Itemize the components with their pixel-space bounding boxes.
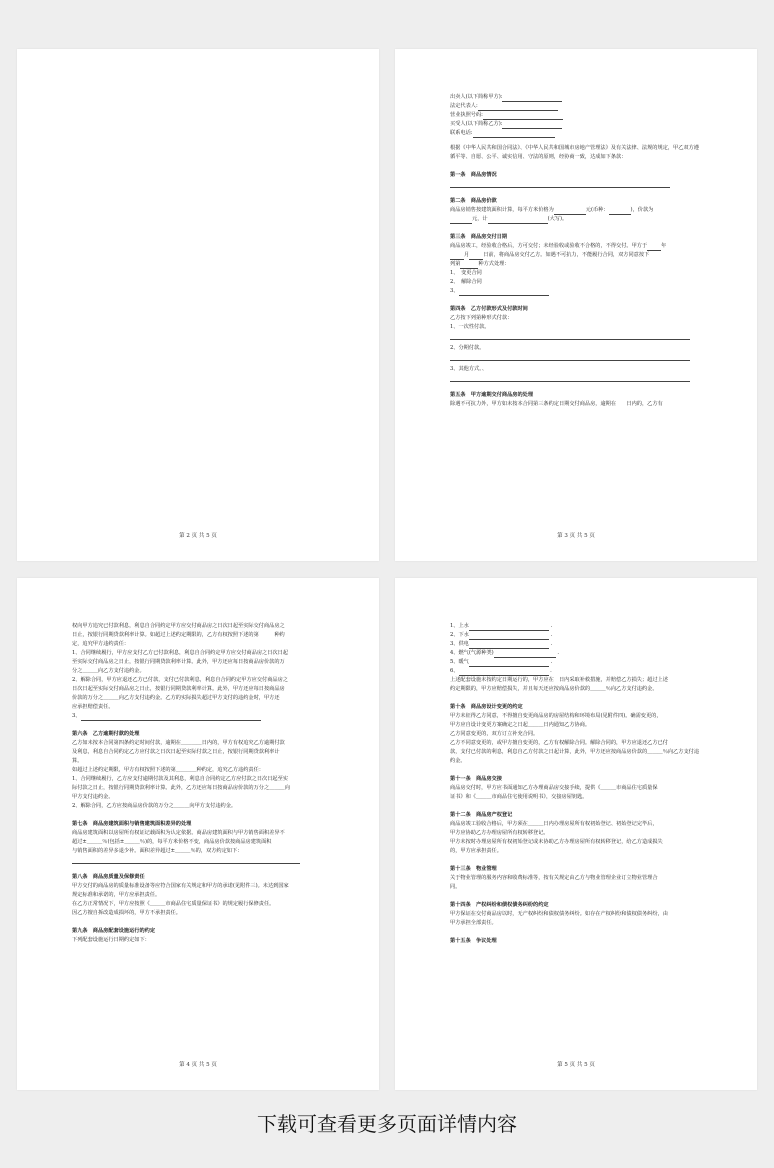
text-line: 在乙方正常情况下，甲方应按照《＿＿＿市商品住宅质量保证书》的规定履行保修责任。 — [72, 901, 275, 907]
text-line: 甲方未按时办理房屋所有权初始登记或未协助乙方办理房屋所有权转移登记，给乙方造成损失 — [450, 839, 663, 845]
utility-item: 5、暖气 . — [450, 659, 553, 665]
text-line: 分之＿＿＿向乙方支付违约金。 — [72, 668, 145, 674]
party-line: 营业执照号码: — [450, 111, 702, 120]
article-7-title: 第七条 商品房建筑面积与销售建筑面积差异的处理 — [72, 821, 192, 827]
text-line: 甲方支付违约金。 — [72, 794, 114, 800]
utility-item: 3、供电 . — [450, 641, 553, 647]
option-item: 3、 — [450, 287, 702, 296]
article-3-title: 第三条 商品房交付日期 — [450, 234, 508, 240]
text-line: 甲方交付的商品房的质量标准设备等应符合国家有关规定和甲方的承诺(见附件三)。未达到国家 — [72, 883, 289, 889]
text-line: 3、 — [72, 712, 324, 721]
text-line: 乙方如未按本合同第四条约定时间付款，逾期在＿＿＿＿日内的，甲方有权追究乙方逾期付款 — [72, 740, 285, 746]
article-2-text: 元，计 (大写)。 — [450, 215, 702, 224]
text-line: 商品房建筑面积以房屋所有权证记载面积为认定依据。商品房建筑面积与甲方销售面积差异不 — [72, 830, 285, 836]
text-line: 至实际交付商品房之日止，按银行同期贷款利率计算。此外，甲方还应每日按商品房价款的万 — [72, 659, 285, 665]
page-content — [72, 622, 324, 945]
text-line: 商品房竣工验收合格后，甲方须在＿＿＿日内办理房屋所有权初始登记、初始登记完毕后， — [450, 821, 658, 827]
text-line: 规定标准和承诺的，甲方应承担责任。 — [72, 892, 161, 898]
article-5-text: 除遇不可抗力外，甲方如未按本合同第三条约定日期交付商品房，逾期在 日内的，乙方有 — [450, 401, 663, 407]
download-caption: 下载可查看更多页面详情内容 — [257, 1112, 517, 1136]
party-line: 买受人(以下简称乙方): — [450, 120, 702, 129]
page-content — [450, 622, 702, 946]
text-line: 定，追究甲方违约责任： — [72, 641, 130, 647]
text-line: 价款的万分之＿＿＿向乙方支付违约金。乙方的实际损失超过甲方支付的违约金时，甲方还 — [72, 695, 280, 701]
option-item: 1、 变更合同 — [450, 270, 482, 276]
utility-item: 6、 . — [450, 668, 552, 674]
text-line: 日止，按银行同期贷款利率计算。如超过上述约定期限的，乙方有权按照下述的第 种约 — [72, 632, 285, 638]
utility-item: 4、燃气(气源种类) . — [450, 650, 559, 656]
option-item: 2、 解除合同 — [450, 279, 482, 285]
article-3-text: 列第 种方式处理： — [450, 261, 510, 267]
article-5-title: 第五条 甲方逾期交付商品房的处理 — [450, 392, 534, 398]
text-line: 算。 — [72, 758, 83, 764]
article-6-title: 第六条 乙方逾期付款的处理 — [72, 731, 140, 737]
text-line: 关于物业管理的服务内容和收费标准等，按有关规定由乙方与物业管理企业订立物业管理合 — [450, 875, 658, 881]
party-line: 联系电话: — [450, 129, 702, 138]
text-line: 如超过上述约定期限，甲方有权按照下述的第＿＿＿＿种约定，追究乙方违约责任： — [72, 767, 264, 773]
text-line: 及利息，利息自合同约定乙方应付款之日次日起至实际付款之日止，按银行同期贷款利率计 — [72, 749, 280, 755]
text-line: 的，甲方应承担责任。 — [450, 848, 502, 854]
article-9-title: 第九条 商品房配套设施运行的约定 — [72, 928, 156, 934]
blank-line — [450, 376, 690, 382]
article-2-text: 商品房销售按建筑面积计算，每平方米价格为 元(币种： )，价款为 — [450, 207, 654, 213]
option-item: 2、分期付款。 — [450, 345, 485, 351]
text-line: 甲方保证在交付商品房以时，无产权纠纷和债权债务纠纷。如存在产权纠纷和债权债务纠纷，由 — [450, 911, 668, 917]
text-line: 超过±＿＿＿％(包括±＿＿＿％)的，每平方米价格不变，商品房价款按商品房建筑面积 — [72, 839, 272, 845]
article-11-title: 第十一条 商品房交接 — [450, 776, 502, 782]
text-line: 款，支付已付款的利息，利息自乙方付款之日起计算，此外，甲方还应按商品房价款的＿＿＿％向乙方支付违 — [450, 749, 700, 755]
utility-item: 2、下水 . — [450, 632, 553, 638]
page-footer: 第 2 页 共 5 页 — [179, 533, 217, 539]
intro-paragraph: 根据《中华人民共和国合同法》、《中华人民共和国城市房地产管理法》及有关法律、法规的规定，甲乙双方遵循平等、自愿、公平、诚实信用、守法的原则，经协商一致，达成如下条款： — [450, 145, 699, 160]
article-2-title: 第二条 商品房价款 — [450, 198, 497, 204]
text-line: 证书》和《＿＿＿市商品住宅使用说明书》，交接房屋钥匙。 — [450, 794, 588, 800]
page-content — [450, 93, 702, 409]
text-line: 1、合同继续履行，乙方应支付逾期付款及其利息，利息自合同约定乙方应付款之日次日起至实 — [72, 776, 288, 782]
article-4-text: 乙方按下列第种形式付款： — [450, 315, 513, 321]
text-line: 应承担赔偿责任。 — [72, 704, 114, 710]
article-12-title: 第十二条 商品房产权登记 — [450, 812, 513, 818]
article-8-title: 第八条 商品房质量及保修责任 — [72, 874, 145, 880]
article-14-title: 第十四条 产权纠纷和债权债务纠纷的约定 — [450, 902, 549, 908]
article-15-title: 第十五条 争议处理 — [450, 938, 497, 944]
text-line: 甲方承担全部责任。 — [450, 920, 497, 926]
article-3-text: 商品房竣工，经验收合格后，方可交付；未经验收或验收不合格的，不得交付。甲方于 年 — [450, 243, 667, 249]
party-line: 法定代表人: — [450, 102, 702, 111]
text-line: 与销售面积的差异多退少补。面积差异超过±＿＿＿％的，双方约定如下： — [72, 848, 243, 854]
blank-line — [72, 858, 300, 864]
text-line: 因乙方擅自拆改造成损坏的，甲方不承担责任。 — [72, 910, 181, 916]
article-4-title: 第四条 乙方付款形式及付款时间 — [450, 306, 528, 312]
text-line: 权向甲方追究已付款利息，利息自合同约定甲方应交付商品房之日次日起至实际交付商品房之 — [72, 623, 285, 629]
text-line: 商品房交付时，甲方应书面通知乙方办理商品房交接手续，提供《＿＿＿市商品住宅质量保 — [450, 785, 658, 791]
text-line: 下列配套设施运行日期约定如下： — [72, 937, 150, 943]
party-line: 出卖人(以下简称甲方): — [450, 93, 702, 102]
text-line: 约定期限的，甲方应赔偿损失，并且每天还应按商品房价款的＿＿＿％向乙方支付违约金。 — [450, 686, 658, 692]
document-page-5 — [395, 578, 757, 1090]
article-10-title: 第十条 商品房设计变更的约定 — [450, 704, 523, 710]
document-page-2 — [17, 49, 379, 561]
text-line: 甲方应协助乙方办理房屋所有权转移登记。 — [450, 830, 549, 836]
text-line: 上述配套设施未按约定日期运行的，甲方应在 日内采取补救措施，并赔偿乙方损失；超过上述 — [450, 677, 668, 683]
blank-line — [450, 334, 690, 340]
document-page-3 — [395, 49, 757, 561]
article-13-title: 第十三条 物业管理 — [450, 866, 497, 872]
text-line: 乙方同意变更的，双方订立补充合同。 — [450, 731, 539, 737]
text-line: 际付款之日止，按银行同期贷款利率计算。此外，乙方还应每日按商品房价款的万分之＿＿＿向 — [72, 785, 290, 791]
text-line: 甲方应自设计变更方案确定之日起＿＿＿日内通知乙方协商。 — [450, 722, 591, 728]
page-footer: 第 5 页 共 5 页 — [557, 1062, 595, 1068]
text-line: 约金。 — [450, 758, 466, 764]
text-line: 1、合同继续履行，甲方应支付乙方已付款利息，利息自合同约定甲方应交付商品房之日次日起 — [72, 650, 288, 656]
document-page-4 — [17, 578, 379, 1090]
utility-item: 1、上水 . — [450, 623, 553, 629]
text-line: 2、解除合同，乙方应按商品房价款的万分之＿＿＿向甲方支付违约金。 — [72, 803, 237, 809]
option-item: 1、一次性付款。 — [450, 324, 490, 330]
article-3-text: 月 日前，将商品房交付乙方。如遇不可抗力，不能履行合同，双方同意按下 — [450, 251, 702, 260]
text-line: 同。 — [450, 884, 461, 890]
text-line: 乙方不同意变更的，或甲方擅自变更的，乙方有权解除合同。解除合同的，甲方应退还乙方已付 — [450, 740, 668, 746]
text-line: 日次日起至实际交付商品房之日止，按银行同期贷款利率计算。此外，甲方还应每日按商品房 — [72, 686, 285, 692]
blank-line — [450, 182, 670, 188]
article-1-title: 第一条 商品房情况 — [450, 172, 497, 178]
page-footer: 第 4 页 共 5 页 — [179, 1062, 217, 1068]
text-line: 甲方未征得乙方同意，不得擅自变更商品房的房屋结构和环境布局(见附件四)。确需变更的， — [450, 713, 662, 719]
option-item: 3、其他方式。、 — [450, 366, 488, 372]
text-line: 2、解除合同，甲方应退还乙方已付款，支付已付款利息，利息自合同约定甲方应交付商品房之 — [72, 677, 288, 683]
blank-line — [450, 355, 690, 361]
page-footer: 第 3 页 共 5 页 — [557, 533, 595, 539]
